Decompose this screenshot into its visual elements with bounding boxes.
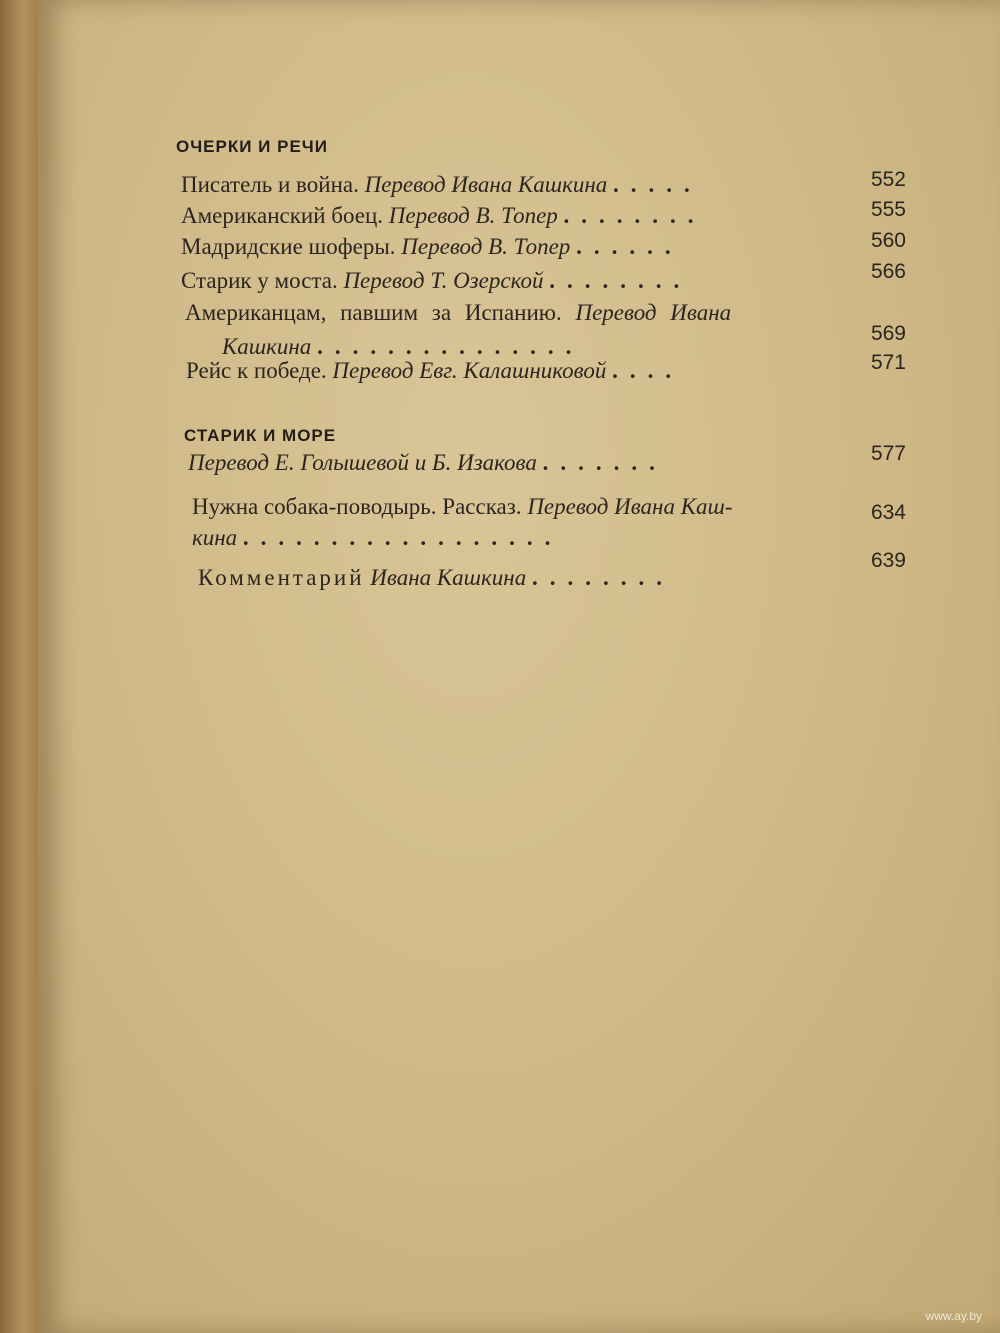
- entry-translator: Перевод Е. Голышевой и Б. Изакова: [188, 450, 537, 475]
- section-title-essays: ОЧЕРКИ И РЕЧИ: [176, 137, 328, 156]
- leader-dots: ......: [576, 234, 683, 259]
- page-number: 552: [870, 168, 906, 191]
- toc-entry: [188, 450, 667, 476]
- section-title-old-man-and-the-sea: СТАРИК И МОРЕ: [184, 426, 337, 445]
- watermark: www.ay.by: [925, 1309, 982, 1323]
- toc-entry: [185, 300, 731, 326]
- toc-entry: [181, 234, 683, 260]
- page-number: 571: [870, 351, 906, 374]
- toc-entry-continuation: [192, 525, 562, 551]
- entry-translator: Перевод Евг. Калашниковой: [332, 358, 607, 383]
- entry-translator: Перевод Ивана Кашкина: [364, 172, 608, 197]
- page-number: 566: [870, 260, 906, 283]
- page-number: 560: [870, 229, 906, 252]
- table-of-contents: [38, 0, 1000, 1333]
- toc-entry: [181, 172, 702, 198]
- toc-entry: [192, 494, 733, 520]
- leader-dots: ...............: [317, 334, 584, 359]
- page-number: 569: [870, 322, 906, 345]
- page-number: 555: [870, 198, 906, 221]
- entry-translator: Перевод Ивана Каш-: [527, 494, 733, 519]
- entry-translator: Перевод Т. Озерской: [343, 268, 544, 293]
- entry-title: Писатель и война.: [181, 172, 359, 197]
- leader-dots: ....: [612, 358, 684, 383]
- book-spine: [0, 0, 42, 1333]
- leader-dots: .......: [542, 450, 667, 475]
- entry-title: Комментарий: [198, 565, 365, 590]
- toc-entry: [181, 203, 706, 229]
- entry-translator: Ивана Кашкина: [370, 565, 527, 590]
- entry-translator-continuation: Кашкина: [222, 334, 312, 359]
- page-number: 639: [870, 549, 906, 572]
- entry-title: Американцам, павшим за Испанию.: [185, 300, 562, 325]
- entry-title: Мадридские шоферы.: [181, 234, 396, 259]
- book-page: [38, 0, 1000, 1333]
- entry-title: Нужна собака-поводырь. Рассказ.: [192, 494, 522, 519]
- entry-title: Американский боец.: [181, 203, 384, 228]
- leader-dots: .....: [613, 172, 702, 197]
- page-number: 634: [870, 501, 906, 524]
- leader-dots: ..................: [242, 525, 563, 550]
- toc-entry: [186, 358, 683, 384]
- entry-translator-continuation: кина: [192, 525, 238, 550]
- entry-translator: Перевод В. Топер: [388, 203, 558, 228]
- toc-entry: [181, 268, 691, 294]
- toc-entry-continuation: [222, 334, 583, 360]
- entry-translator: Перевод Ивана: [575, 300, 732, 325]
- leader-dots: ........: [549, 268, 692, 293]
- toc-entry: [198, 565, 674, 591]
- entry-title: Рейс к победе.: [186, 358, 327, 383]
- entry-title: Старик у моста.: [181, 268, 338, 293]
- leader-dots: ........: [531, 565, 674, 590]
- page-number: 577: [870, 442, 906, 465]
- entry-translator: Перевод В. Топер: [401, 234, 571, 259]
- leader-dots: ........: [563, 203, 706, 228]
